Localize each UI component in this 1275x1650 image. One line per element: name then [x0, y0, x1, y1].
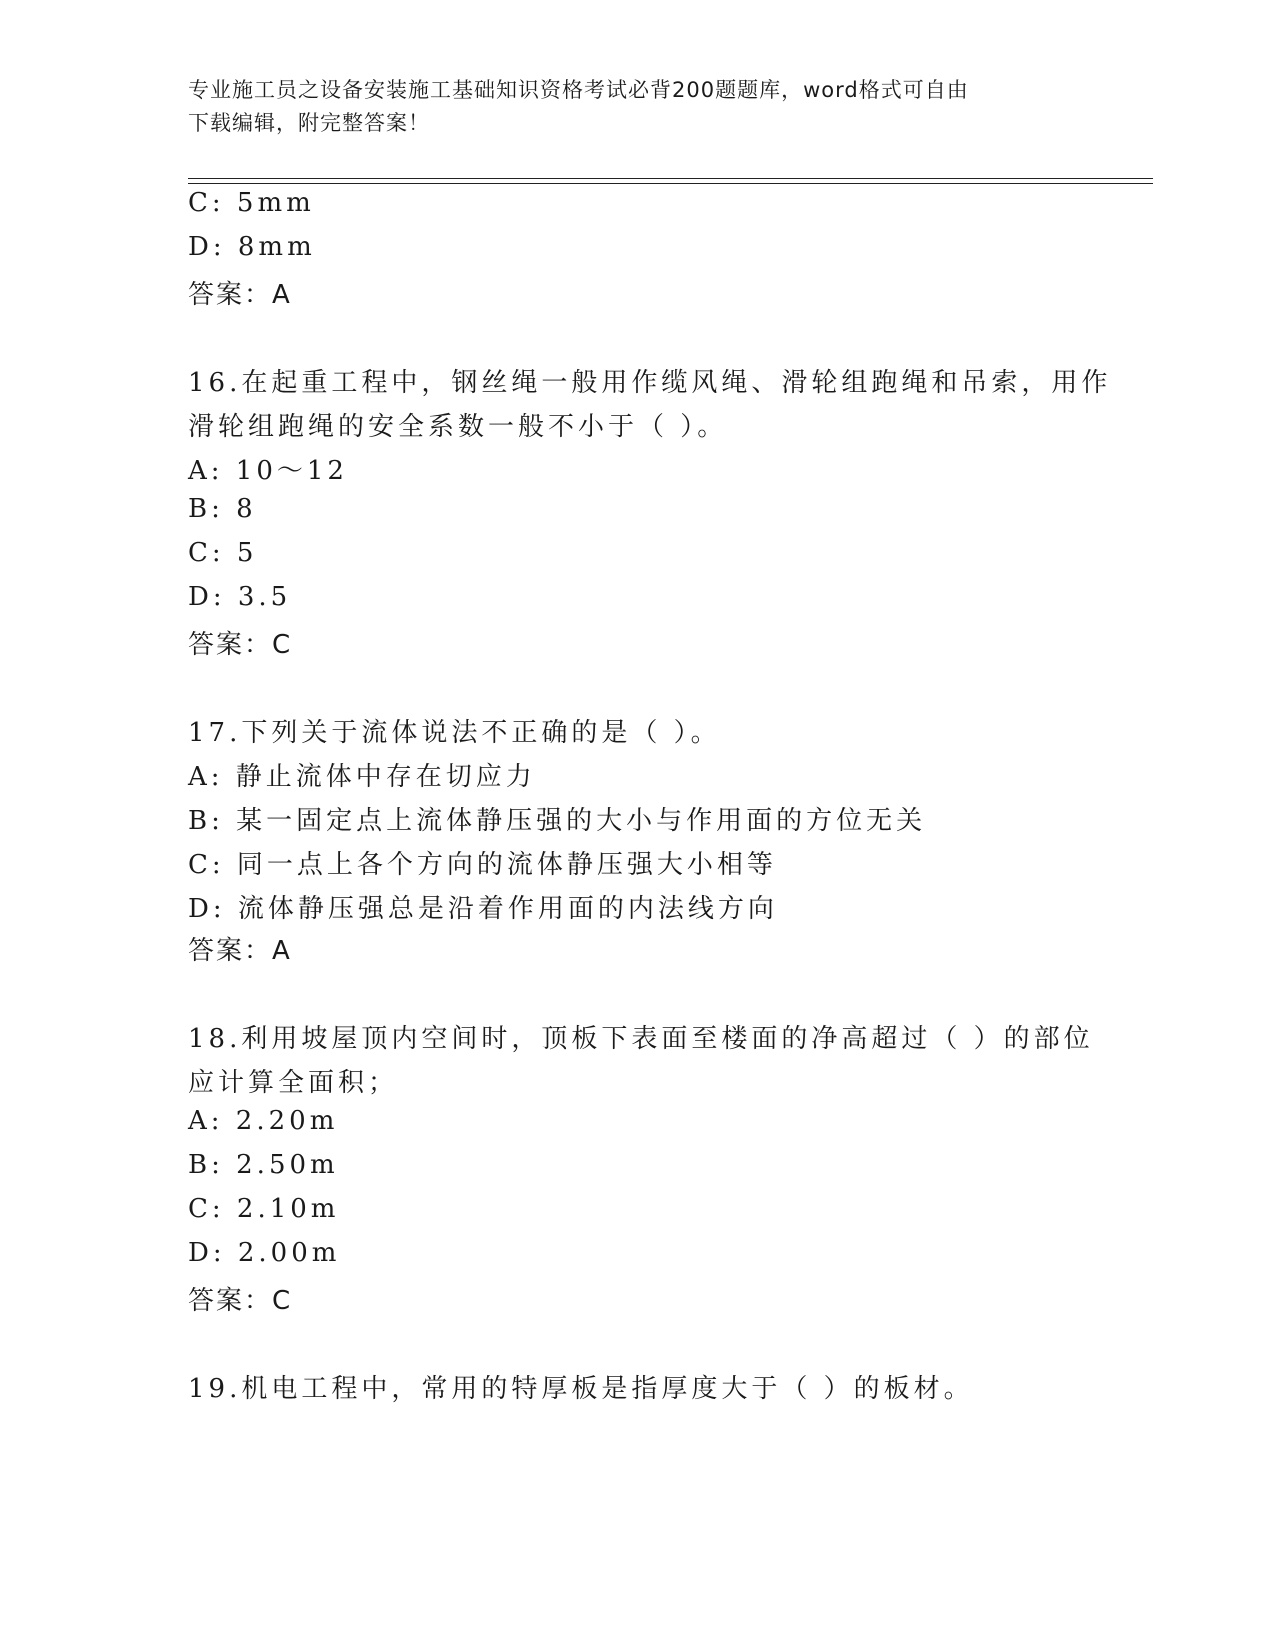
answer-line: 答案：A	[188, 280, 292, 310]
header-line-2: 下载编辑，附完整答案！	[188, 111, 430, 135]
question-17-answer: 答案：A	[188, 936, 292, 966]
question-17-text: 17.下列关于流体说法不正确的是（ ）。	[188, 718, 721, 748]
question-18-answer: 答案：C	[188, 1286, 293, 1316]
question-16-option-d: D: 3.5	[188, 582, 292, 612]
question-16-text-line-1: 16.在起重工程中，钢丝绳一般用作缆风绳、滑轮组跑绳和吊索，用作	[188, 368, 1112, 398]
question-17-option-b: B: 某一固定点上流体静压强的大小与作用面的方位无关	[188, 806, 927, 836]
question-17-option-a: A: 静止流体中存在切应力	[188, 762, 536, 792]
question-17-option-c: C: 同一点上各个方向的流体静压强大小相等	[188, 850, 777, 880]
option-d: D: 8mm	[188, 232, 316, 262]
question-18-option-c: C: 2.10m	[188, 1194, 340, 1224]
question-18-text-line-1: 18.利用坡屋顶内空间时，顶板下表面至楼面的净高超过（ ）的部位	[188, 1024, 1094, 1054]
header-rule-top	[188, 178, 1153, 179]
question-17-option-d: D: 流体静压强总是沿着作用面的内法线方向	[188, 894, 778, 924]
option-c: C: 5mm	[188, 188, 315, 218]
document-header	[188, 74, 1088, 140]
header-rule-bottom	[188, 183, 1153, 184]
question-18-text-line-2: 应计算全面积；	[188, 1068, 399, 1098]
question-18-option-d: D: 2.00m	[188, 1238, 341, 1268]
question-16-text-line-2: 滑轮组跑绳的安全系数一般不小于（ ）。	[188, 412, 728, 442]
question-18-option-b: B: 2.50m	[188, 1150, 339, 1180]
question-19-text: 19.机电工程中，常用的特厚板是指厚度大于（ ）的板材。	[188, 1374, 974, 1404]
question-16-option-a: A: 10～12	[188, 456, 348, 486]
question-18-option-a: A: 2.20m	[188, 1106, 339, 1136]
question-16-option-b: B: 8	[188, 494, 257, 524]
question-16-answer: 答案：C	[188, 630, 293, 660]
question-16-option-c: C: 5	[188, 538, 258, 568]
header-line-1: 专业施工员之设备安装施工基础知识资格考试必背200题题库，word格式可自由	[188, 78, 969, 102]
